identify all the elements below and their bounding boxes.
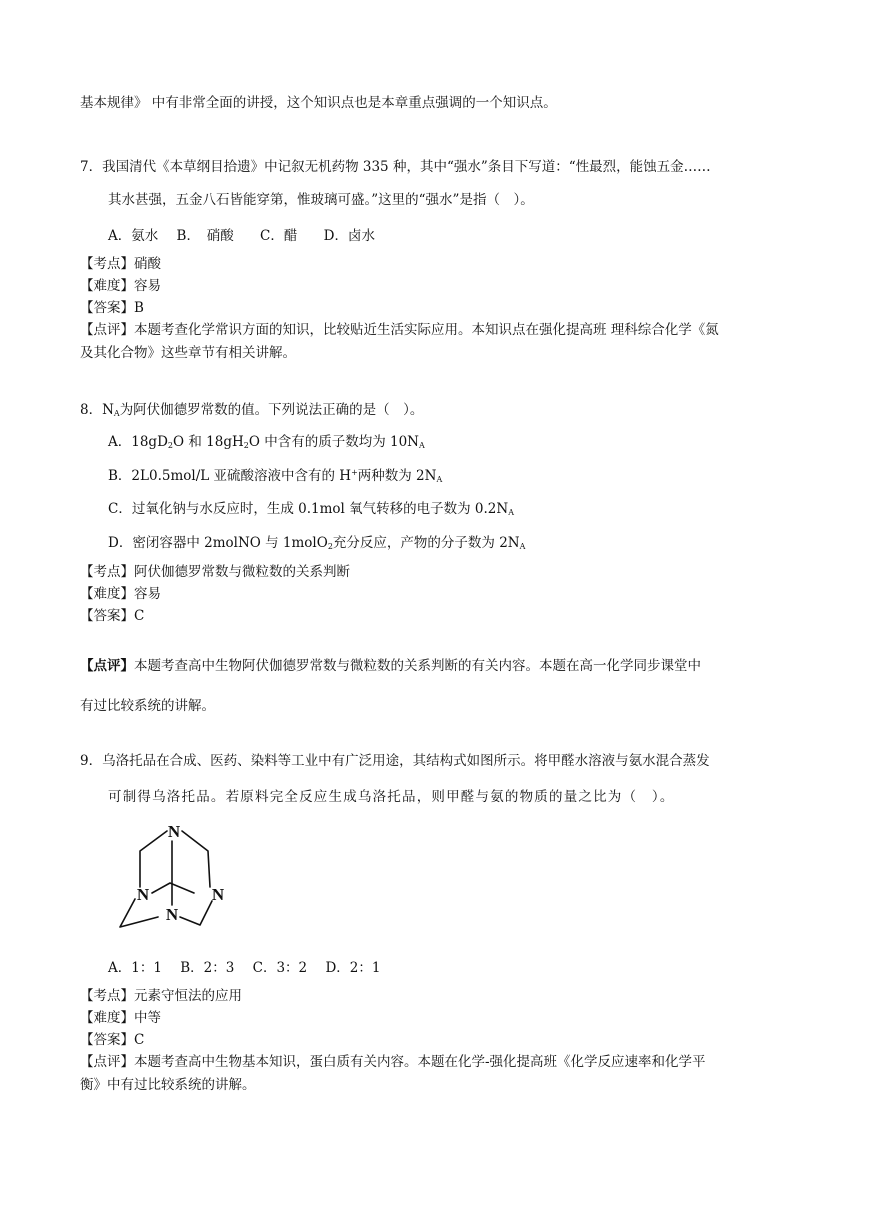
q8-kaodian-label: 【考点】 xyxy=(80,564,134,580)
q9-kaodian-label: 【考点】 xyxy=(80,988,134,1004)
q7-daan xyxy=(80,298,144,318)
atom-n-right: N xyxy=(211,885,225,904)
q9-kaodian-value: 元素守恒法的应用 xyxy=(134,988,242,1004)
q8-a-s1: 2 xyxy=(167,441,173,450)
q8-dianping-line2: 有过比较系统的讲解。 xyxy=(80,698,215,714)
q8-daan-label: 【答案】 xyxy=(80,608,134,624)
q7-daan-label: 【答案】 xyxy=(80,300,134,316)
q8-nandu-value: 容易 xyxy=(134,586,161,602)
q8-dianping-label: 【点评】 xyxy=(80,658,134,674)
q7-dianping-label: 【点评】 xyxy=(80,322,134,338)
q9-nandu xyxy=(80,1008,161,1028)
q8-b-t1: B．2L0.5mol/L 亚硫酸溶液中含有的 H xyxy=(108,468,352,484)
q8-dianping-line1 xyxy=(80,656,701,676)
q7-options xyxy=(108,226,375,246)
q8-option-b xyxy=(108,466,442,486)
q9-option-b: B．2：3 xyxy=(180,960,235,976)
q9-option-a: A．1：1 xyxy=(108,960,162,976)
q9-dianping-line2: 衡》中有过比较系统的讲解。 xyxy=(80,1077,256,1093)
q9-stem-line1: 9．乌洛托品在合成、医药、染料等工业中有广泛用途，其结构式如图所示。将甲醛水溶液与氨水混合蒸发 xyxy=(80,753,710,769)
atom-n-left: N xyxy=(136,885,150,904)
q7-option-a: A．氨水 xyxy=(108,228,159,244)
bond-left-right xyxy=(152,883,194,893)
bond-right-bottom xyxy=(180,901,212,925)
q7-daan-value: B xyxy=(134,300,144,316)
atom-n-bottom: N xyxy=(165,905,179,924)
q8-a-s2: 2 xyxy=(243,441,249,450)
q9-kaodian xyxy=(80,986,242,1006)
q8-a-t3: O 中含有的质子数均为 10N xyxy=(248,434,419,450)
q9-option-c: C．3：2 xyxy=(252,960,308,976)
q7-dianping-line1 xyxy=(80,320,719,340)
q7-stem-line2: 其水甚强，五金八石皆能穿第，惟玻璃可盛。”这里的“强水”是指（ ）。 xyxy=(108,192,534,208)
q9-nandu-label: 【难度】 xyxy=(80,1010,134,1026)
q8-c-s1: A xyxy=(508,508,514,517)
q8-stem xyxy=(80,400,423,420)
atom-n-top: N xyxy=(167,822,181,841)
q8-kaodian xyxy=(80,562,350,582)
q9-options xyxy=(108,958,380,978)
q8-kaodian-value: 阿伏伽德罗常数与微粒数的关系判断 xyxy=(134,564,350,580)
q7-dianping-line2: 及其化合物》这些章节有相关讲解。 xyxy=(80,345,296,361)
q8-c-t1: C．过氧化钠与水反应时，生成 0.1mol 氧气转移的电子数为 0.2N xyxy=(108,501,509,517)
q7-kaodian-value: 硝酸 xyxy=(134,256,161,272)
q7-option-c: C．醋 xyxy=(260,228,298,244)
q8-daan xyxy=(80,606,144,626)
q8-b-s1: A xyxy=(436,475,443,484)
q7-nandu xyxy=(80,276,161,296)
q8-stem-pre: 8．N xyxy=(80,402,114,418)
q9-daan xyxy=(80,1030,144,1050)
q8-daan-value: C xyxy=(134,608,145,624)
q8-option-d xyxy=(108,533,525,553)
q9-dianping-label: 【点评】 xyxy=(80,1054,134,1070)
q8-nandu-label: 【难度】 xyxy=(80,586,134,602)
q8-nandu xyxy=(80,584,161,604)
q8-d-s1: 2 xyxy=(327,542,333,551)
q9-option-d: D．2：1 xyxy=(325,960,381,976)
q8-dianping-text1: 本题考查高中生物阿伏伽德罗常数与微粒数的关系判断的有关内容。本题在高一化学同步课堂中 xyxy=(134,658,701,674)
q8-a-t1: A．18gD xyxy=(108,434,168,450)
q8-b-t2: 两种数为 2N xyxy=(357,468,437,484)
q7-nandu-label: 【难度】 xyxy=(80,278,134,294)
q9-nandu-value: 中等 xyxy=(134,1010,161,1026)
q9-daan-label: 【答案】 xyxy=(80,1032,134,1048)
q9-daan-value: C xyxy=(134,1032,145,1048)
q8-stem-post: 为阿伏伽德罗常数的值。下列说法正确的是（ ）。 xyxy=(119,402,424,418)
q7-option-b: B． 硝酸 xyxy=(176,228,234,244)
q7-nandu-value: 容易 xyxy=(134,278,161,294)
q8-a-s3: A xyxy=(418,441,425,450)
q8-a-t2: O 和 18gH xyxy=(173,434,244,450)
q8-b-sup: + xyxy=(351,468,358,477)
q9-dianping-line1 xyxy=(80,1052,706,1072)
urotropin-structure-diagram xyxy=(112,817,240,935)
q7-dianping-text1: 本题考查化学常识方面的知识，比较贴近生活实际应用。本知识点在强化提高班 理科综合化学《氮 xyxy=(134,322,719,338)
q8-option-c xyxy=(108,499,514,519)
q7-kaodian xyxy=(80,254,161,274)
q8-d-s2: A xyxy=(519,542,526,551)
q7-kaodian-label: 【考点】 xyxy=(80,256,134,272)
q9-stem-line2: 可制得乌洛托品。若原料完全反应生成乌洛托品，则甲醛与氨的物质的量之比为（ ）。 xyxy=(108,789,675,805)
intro-text: 基本规律》 中有非常全面的讲授，这个知识点也是本章重点强调的一个知识点。 xyxy=(80,95,557,111)
q8-option-a xyxy=(108,432,425,452)
q9-dianping-text1: 本题考查高中生物基本知识，蛋白质有关内容。本题在化学-强化提高班《化学反应速率和化学平 xyxy=(134,1054,706,1070)
q8-stem-sub: A xyxy=(113,409,120,418)
q7-stem-line1: 7．我国清代《本草纲目拾遗》中记叙无机药物 335 种，其中“强水”条目下写道：“性最烈，能蚀五金…… xyxy=(80,159,711,175)
q8-d-t1: D．密闭容器中 2molNO 与 1molO xyxy=(108,535,328,551)
q7-option-d: D．卤水 xyxy=(323,228,375,244)
bond-top-right xyxy=(182,831,210,887)
bond-top-left xyxy=(140,831,167,887)
q8-d-t2: 充分反应，产物的分子数为 2N xyxy=(332,535,520,551)
